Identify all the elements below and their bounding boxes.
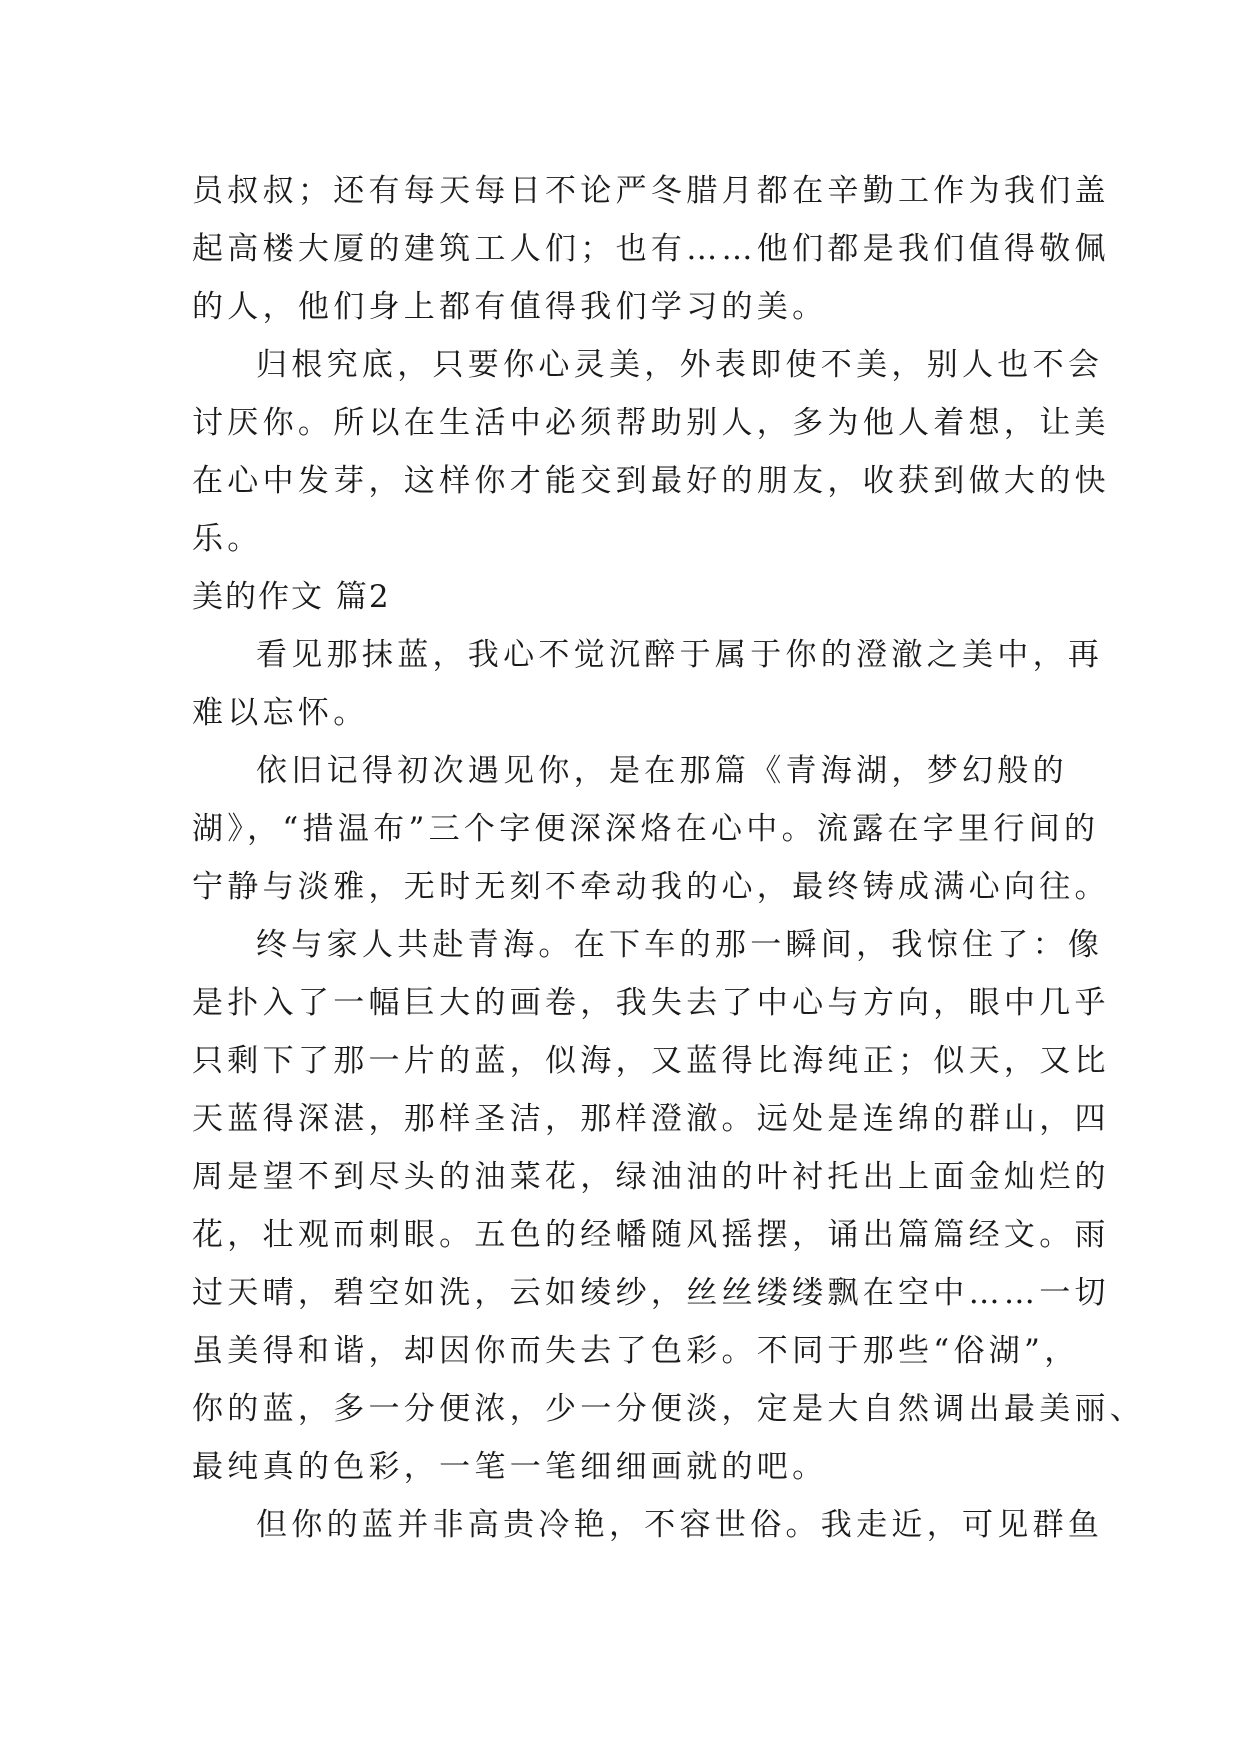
paragraph-first-line: 终与家人共赴青海。在下车的那一瞬间，我惊住了：像 (256, 927, 1104, 963)
paragraph-first-line: 但你的蓝并非高贵冷艳，不容世俗。我走近，可见群鱼 (256, 1507, 1104, 1543)
text-line: 是扑入了一幅巨大的画卷，我失去了中心与方向，眼中几乎 (192, 985, 1110, 1021)
text-line: 花，壮观而刺眼。五色的经幡随风摇摆，诵出篇篇经文。雨 (192, 1217, 1110, 1253)
text-line: 的人，他们身上都有值得我们学习的美。 (192, 289, 828, 325)
text-line: 天蓝得深湛，那样圣洁，那样澄澈。远处是连绵的群山，四 (192, 1101, 1110, 1137)
text-line: 宁静与淡雅，无时无刻不牵动我的心，最终铸成满心向往。 (192, 869, 1110, 905)
text-line: 乐。 (192, 521, 263, 557)
text-line: 讨厌你。所以在生活中必须帮助别人，多为他人着想，让美 (192, 405, 1110, 441)
text-line: 员叔叔；还有每天每日不论严冬腊月都在辛勤工作为我们盖 (192, 173, 1110, 209)
text-line: 难以忘怀。 (192, 695, 369, 731)
text-line: 湖》，“措温布”三个字便深深烙在心中。流露在字里行间的 (192, 811, 1100, 847)
text-line: 在心中发芽，这样你才能交到最好的朋友，收获到做大的快 (192, 463, 1110, 499)
text-line: 过天晴，碧空如洗，云如绫纱，丝丝缕缕飘在空中……一切 (192, 1275, 1110, 1311)
paragraph-first-line: 归根究底，只要你心灵美，外表即使不美，别人也不会 (256, 347, 1104, 383)
text-line: 虽美得和谐，却因你而失去了色彩。不同于那些“俗湖”， (192, 1333, 1080, 1369)
text-line: 起高楼大厦的建筑工人们；也有……他们都是我们值得敬佩 (192, 231, 1110, 267)
paragraph-first-line: 看见那抹蓝，我心不觉沉醉于属于你的澄澈之美中，再 (256, 637, 1104, 673)
section-heading: 美的作文 篇2 (192, 579, 391, 615)
paragraph-first-line: 依旧记得初次遇见你，是在那篇《青海湖，梦幻般的 (256, 753, 1068, 789)
text-line: 你的蓝，多一分便浓，少一分便淡，定是大自然调出最美丽、 (192, 1391, 1146, 1427)
text-line: 周是望不到尽头的油菜花，绿油油的叶衬托出上面金灿烂的 (192, 1159, 1110, 1195)
text-line: 只剩下了那一片的蓝，似海，又蓝得比海纯正；似天，又比 (192, 1043, 1110, 1079)
text-line: 最纯真的色彩，一笔一笔细细画就的吧。 (192, 1449, 828, 1485)
